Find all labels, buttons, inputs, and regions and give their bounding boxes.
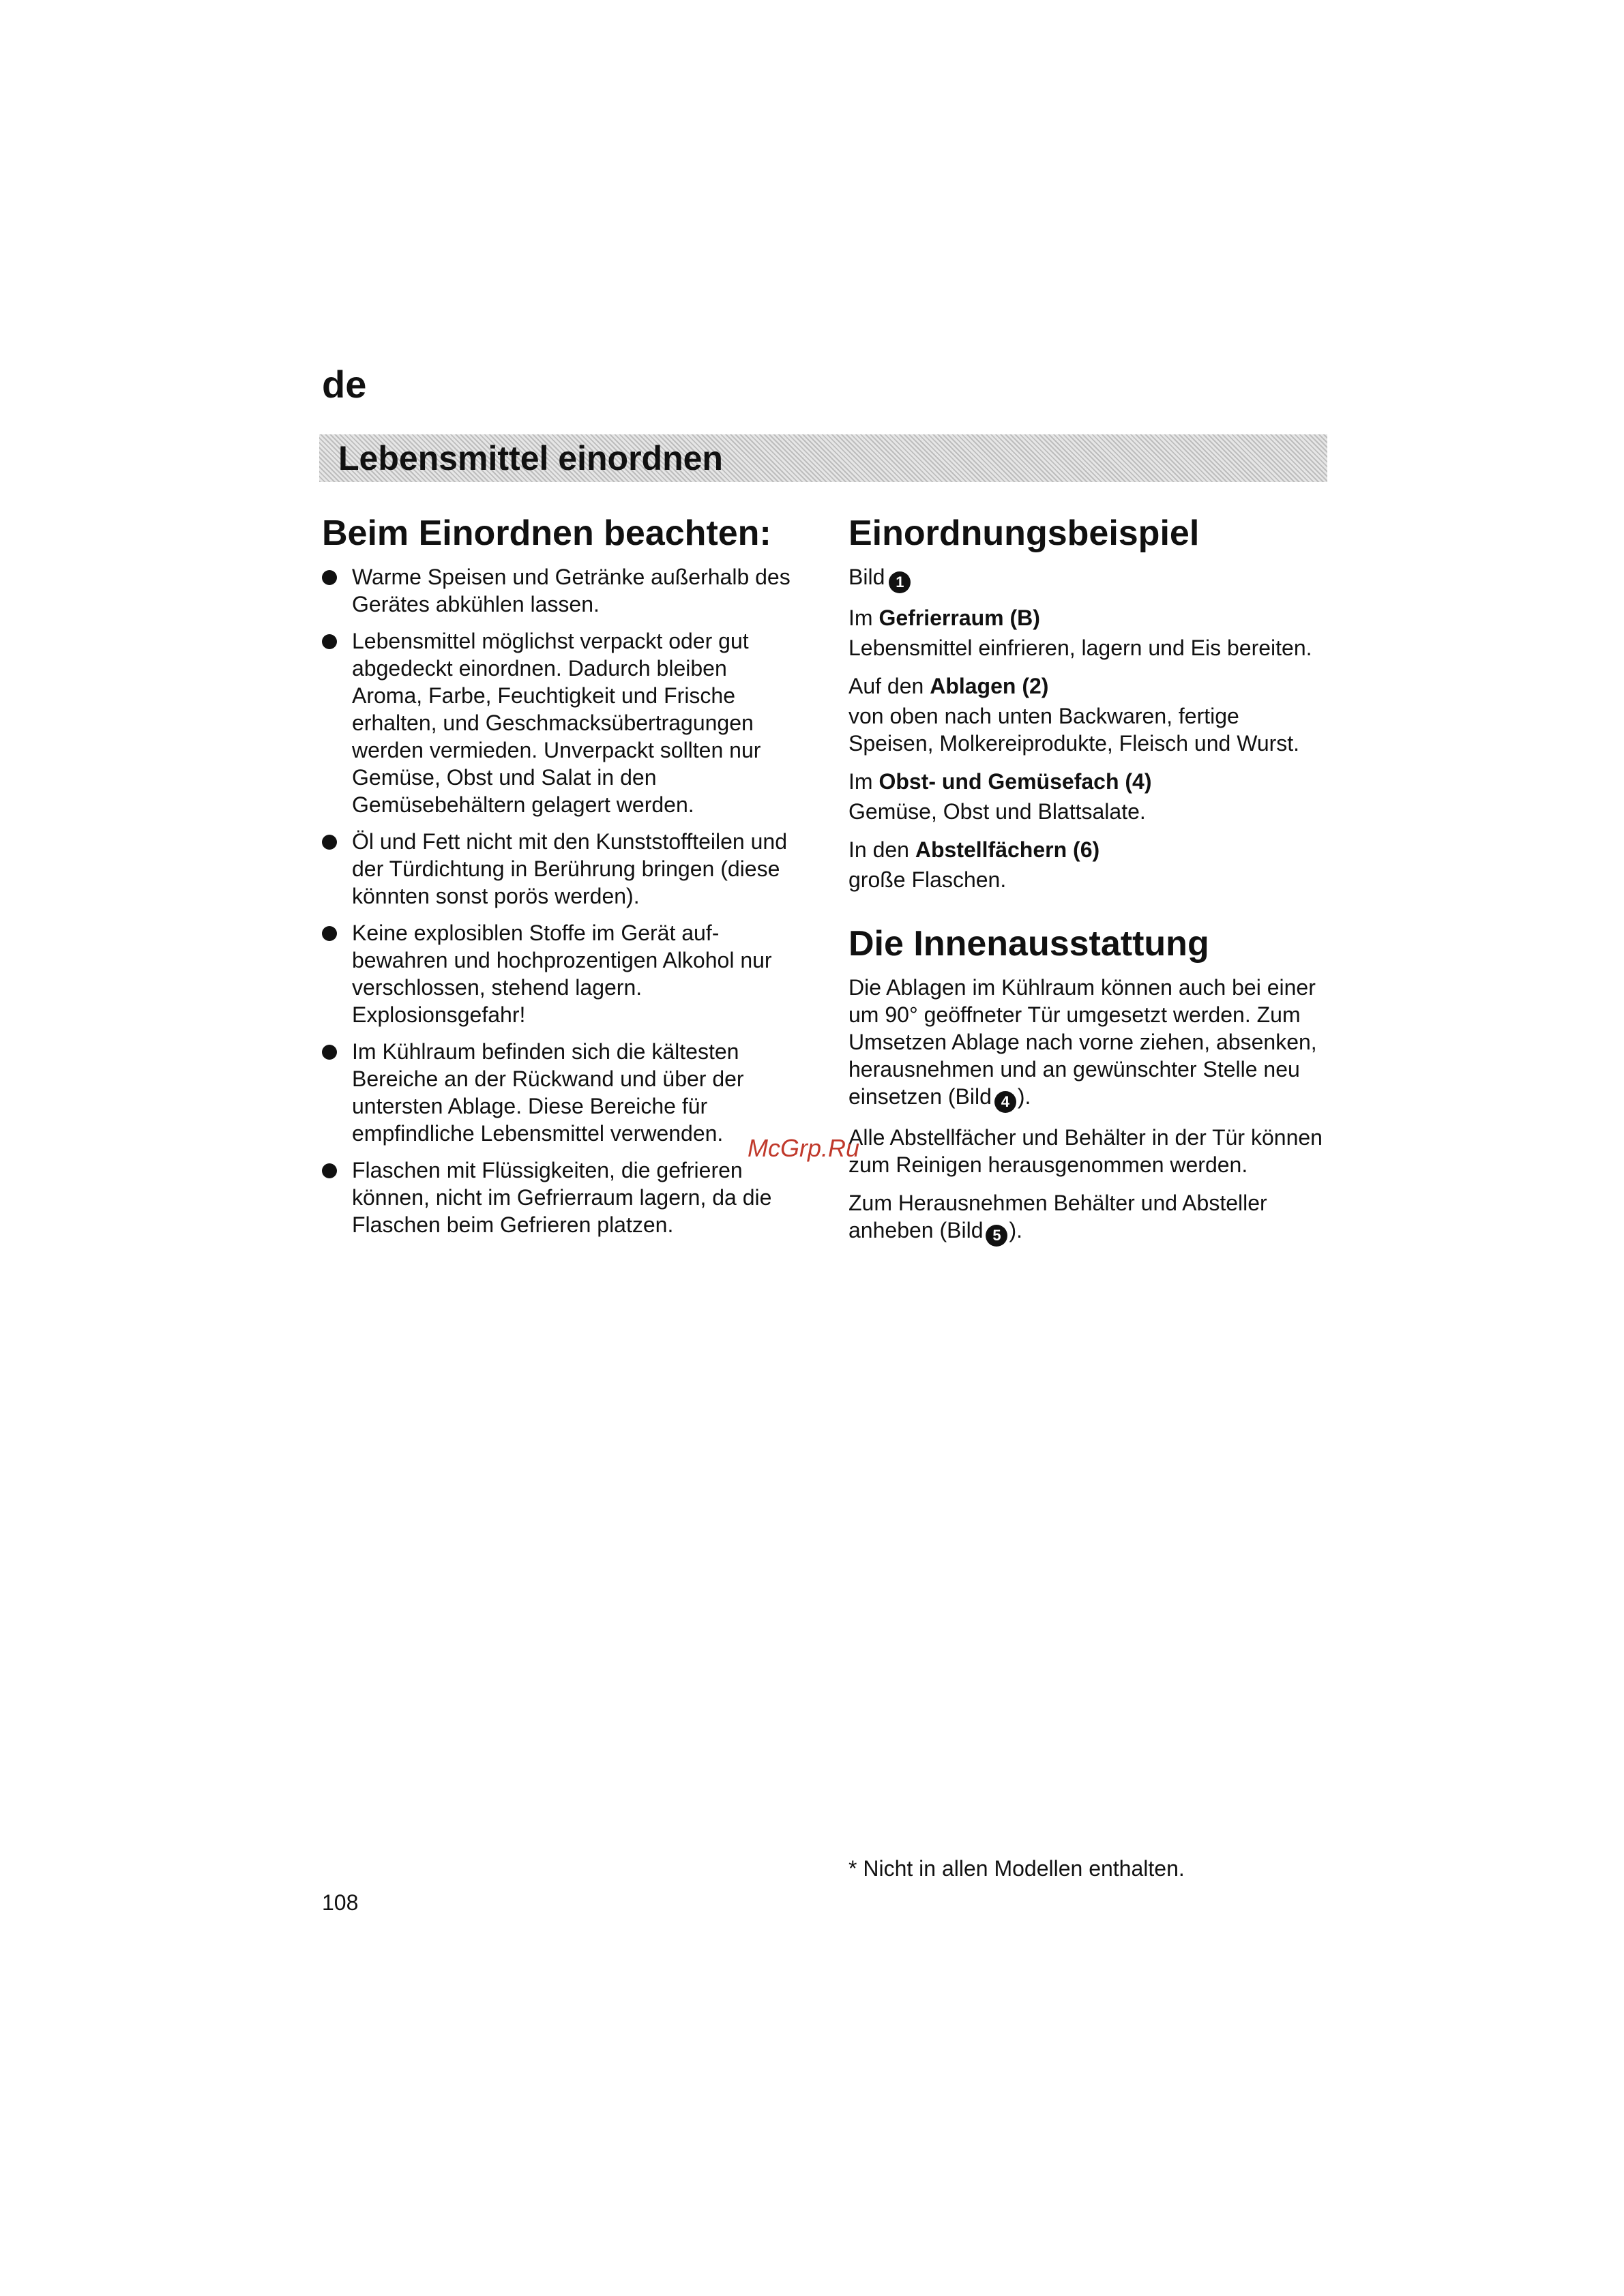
item-label: Abstellfächern (6) <box>915 837 1100 862</box>
item-label: Gefrierraum (B) <box>879 606 1040 630</box>
figure-number-badge: 4 <box>994 1091 1016 1113</box>
list-item <box>322 627 799 818</box>
item-label: Ablagen (2) <box>930 674 1049 698</box>
paragraph-text: Zum Herausnehmen Behälter und Absteller anheben (Bild <box>848 1191 1267 1242</box>
list-item-text: Warme Speisen und Getränke außerhalb des Gerätes abkühlen lassen. <box>352 565 791 616</box>
bullet-icon <box>322 926 337 941</box>
bullet-icon <box>322 1045 337 1060</box>
list-item-text: Flaschen mit Flüssigkeiten, die gefrieren können, nicht im Gefrierraum lagern, da die Flaschen beim Gefrieren platzen. <box>352 1158 772 1237</box>
paragraph-text: Die Ablagen im Kühlraum können auch bei einer um 90° geöffneter Tür umgesetzt werden. Zum Umsetzen Ablage nach vorne ziehen, absenken, herausnehmen und an gewünschter Stelle neu einsetzen (Bild <box>848 975 1317 1109</box>
list-item <box>322 828 799 910</box>
paragraph-end: ). <box>1017 1084 1031 1109</box>
bullet-icon <box>322 570 337 585</box>
list-item <box>322 1157 799 1238</box>
bullet-icon <box>322 634 337 649</box>
section-banner <box>319 434 1327 482</box>
list-item-text: Keine explosiblen Stoffe im Gerät aufbewahren und hochprozentigen Alkohol nur verschlossen, stehend lagern. Explosionsgefahr! <box>352 921 772 1027</box>
paragraph-end: ). <box>1009 1218 1023 1242</box>
figure-label: Bild <box>848 565 885 589</box>
figure-number-badge: 1 <box>889 571 911 593</box>
example-item-text: Gemüse, Obst und Blattsalate. <box>848 799 1146 824</box>
list-item <box>322 919 799 1028</box>
item-prefix: In den <box>848 837 915 862</box>
item-prefix: Auf den <box>848 674 930 698</box>
left-column <box>322 511 799 1248</box>
example-item-title <box>848 768 1326 795</box>
language-code: de <box>322 363 367 406</box>
item-label: Obst- und Gemüsefach (4) <box>879 769 1152 794</box>
example-item-title <box>848 836 1326 863</box>
interior-paragraph-1 <box>848 974 1326 1113</box>
interior-paragraph-3 <box>848 1189 1326 1247</box>
list-item-text: Öl und Fett nicht mit den Kunststoffteilen und der Türdichtung in Berührung bringen (diese könnten sonst porös werden). <box>352 829 787 908</box>
list-item-text: Im Kühlraum befinden sich die kältesten Bereiche an der Rückwand und über der untersten Ablage. Diese Bereiche für empfindliche Lebensmittel verwenden. <box>352 1039 744 1146</box>
example-item-text: von oben nach unten Backwaren, fertige Speisen, Molkereiprodukte, Fleisch und Wurst. <box>848 704 1300 756</box>
figure-number-badge: 5 <box>986 1225 1007 1247</box>
list-item-text: Lebensmittel möglichst verpackt oder gut abgedeckt einordnen. Dadurch bleiben Aroma, Farbe, Feuchtigkeit und Frische erhalten, und Geschmacksübertragungen werden vermieden. Unverpackt sollten nur Gemüse, Obst und Salat in den Gemüsebehältern gelagert werden. <box>352 629 761 817</box>
example-item-title <box>848 672 1326 700</box>
interior-heading: Die Innenausstattung <box>848 924 1209 964</box>
figure-reference <box>848 563 1326 593</box>
item-prefix: Im <box>848 606 879 630</box>
interior-paragraph-2: Alle Abstellfächer und Behälter in der Tür können zum Reinigen herausgenommen werden. <box>848 1125 1323 1177</box>
example-item-text: große Flaschen. <box>848 867 1007 892</box>
list-item <box>322 563 799 618</box>
item-prefix: Im <box>848 769 879 794</box>
bullet-icon <box>322 835 337 850</box>
right-column <box>848 511 1326 1257</box>
notes-list <box>322 563 799 1238</box>
example-item-text: Lebensmittel einfrieren, lagern und Eis bereiten. <box>848 636 1312 660</box>
example-item-title <box>848 604 1326 631</box>
left-heading: Beim Einordnen beachten: <box>322 513 771 553</box>
example-heading: Einordnungsbeispiel <box>848 513 1200 553</box>
footnote: * Nicht in allen Modellen enthalten. <box>848 1856 1185 1881</box>
list-item <box>322 1038 799 1147</box>
page-number: 108 <box>322 1890 359 1915</box>
bullet-icon <box>322 1163 337 1178</box>
section-title: Lebensmittel einordnen <box>338 439 723 477</box>
watermark: McGrp.Ru <box>748 1134 860 1162</box>
